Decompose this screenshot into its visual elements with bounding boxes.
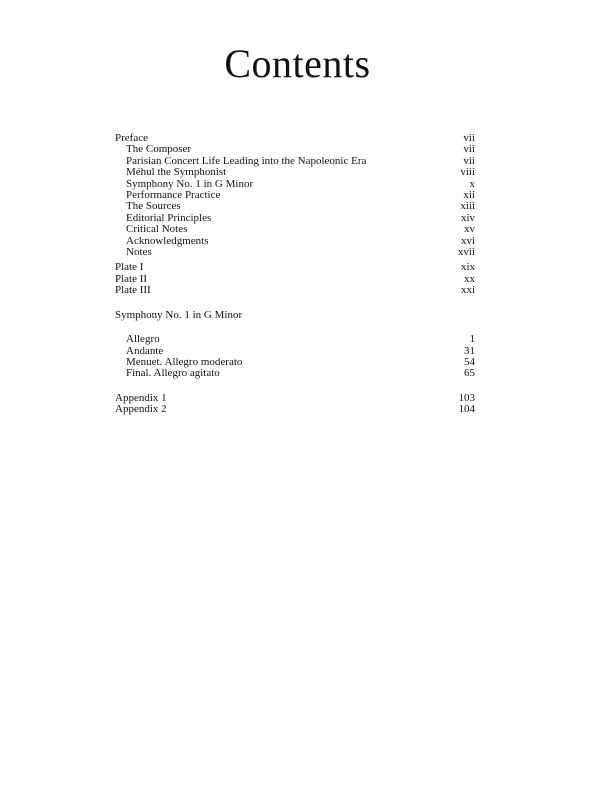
toc-entry[interactable] xyxy=(115,285,475,296)
toc-entry-label: Plate II xyxy=(115,272,148,285)
toc-entry-page: 1 xyxy=(469,333,475,346)
section-spacer xyxy=(115,297,475,310)
section-spacer xyxy=(115,380,475,393)
toc-entry-label: Preface xyxy=(115,132,148,144)
toc-section-symphony xyxy=(115,310,475,380)
toc-entry-page: x xyxy=(469,177,475,190)
toc-entry-page: 103 xyxy=(458,391,475,404)
toc-entry-page: xiii xyxy=(460,200,475,213)
toc-entry-label: Andante xyxy=(126,344,164,357)
toc-entry[interactable] xyxy=(115,393,475,404)
toc-entry-page: xiv xyxy=(460,211,475,224)
toc-entry-label: Final. Allegro agitato xyxy=(126,367,220,380)
toc-entry-page: xv xyxy=(464,223,475,236)
toc-entry-label: Notes xyxy=(126,246,152,259)
section-spacer xyxy=(115,321,475,334)
toc-entry[interactable] xyxy=(115,167,475,178)
toc-entry-page: viii xyxy=(460,166,475,179)
toc-entry-label: Parisian Concert Life Leading into the Napoleonic Era xyxy=(126,154,367,167)
toc-entry-label: Méhul the Symphonist xyxy=(126,166,227,179)
toc-entry-label: Acknowledgments xyxy=(126,234,209,247)
table-of-contents xyxy=(115,133,475,416)
toc-section-preface xyxy=(115,133,475,258)
toc-entry-page: xxi xyxy=(460,284,475,297)
toc-entry-page: xix xyxy=(460,261,475,274)
toc-entry-page: 104 xyxy=(458,403,475,416)
toc-entry-page: vii xyxy=(463,132,475,144)
toc-heading-label: Symphony No. 1 in G Minor xyxy=(115,308,243,321)
toc-entry[interactable] xyxy=(115,274,475,285)
toc-entry-label: Symphony No. 1 in G Minor xyxy=(126,177,254,190)
toc-entry-page: 31 xyxy=(464,344,475,357)
toc-entry[interactable] xyxy=(115,224,475,235)
toc-entry-page: xvii xyxy=(457,246,475,259)
toc-entry[interactable] xyxy=(115,334,475,345)
toc-entry-label: Editorial Principles xyxy=(126,211,212,224)
toc-section-heading[interactable] xyxy=(115,310,475,321)
toc-entry-page: vii xyxy=(463,154,475,167)
toc-entry-label: Appendix 2 xyxy=(115,403,167,416)
toc-entry-page: xvi xyxy=(460,234,475,247)
toc-entry-page: xii xyxy=(463,189,475,202)
toc-entry-label: Allegro xyxy=(126,333,160,346)
toc-entry-page: xx xyxy=(464,272,475,285)
toc-entry-page: vii xyxy=(463,143,475,156)
toc-entry-label: Critical Notes xyxy=(126,223,188,236)
toc-entry-label: Plate III xyxy=(115,284,151,297)
toc-entry[interactable] xyxy=(115,404,475,415)
toc-entry-label: Performance Practice xyxy=(126,189,221,202)
toc-entry-label: Plate I xyxy=(115,261,144,274)
toc-entry[interactable] xyxy=(115,368,475,379)
toc-section-plates xyxy=(115,262,475,296)
toc-entry-label: The Sources xyxy=(126,200,181,213)
toc-entry-label: Appendix 1 xyxy=(115,391,167,404)
toc-entry-page: 54 xyxy=(464,355,475,368)
toc-entry-page: 65 xyxy=(464,367,475,380)
page-title: Contents xyxy=(224,41,371,86)
toc-entry-label: The Composer xyxy=(126,143,192,156)
toc-entry[interactable] xyxy=(115,236,475,247)
toc-entry-label: Menuet. Allegro moderato xyxy=(126,355,243,368)
toc-entry[interactable] xyxy=(115,247,475,258)
toc-entry[interactable] xyxy=(115,262,475,273)
toc-section-appendices xyxy=(115,393,475,416)
